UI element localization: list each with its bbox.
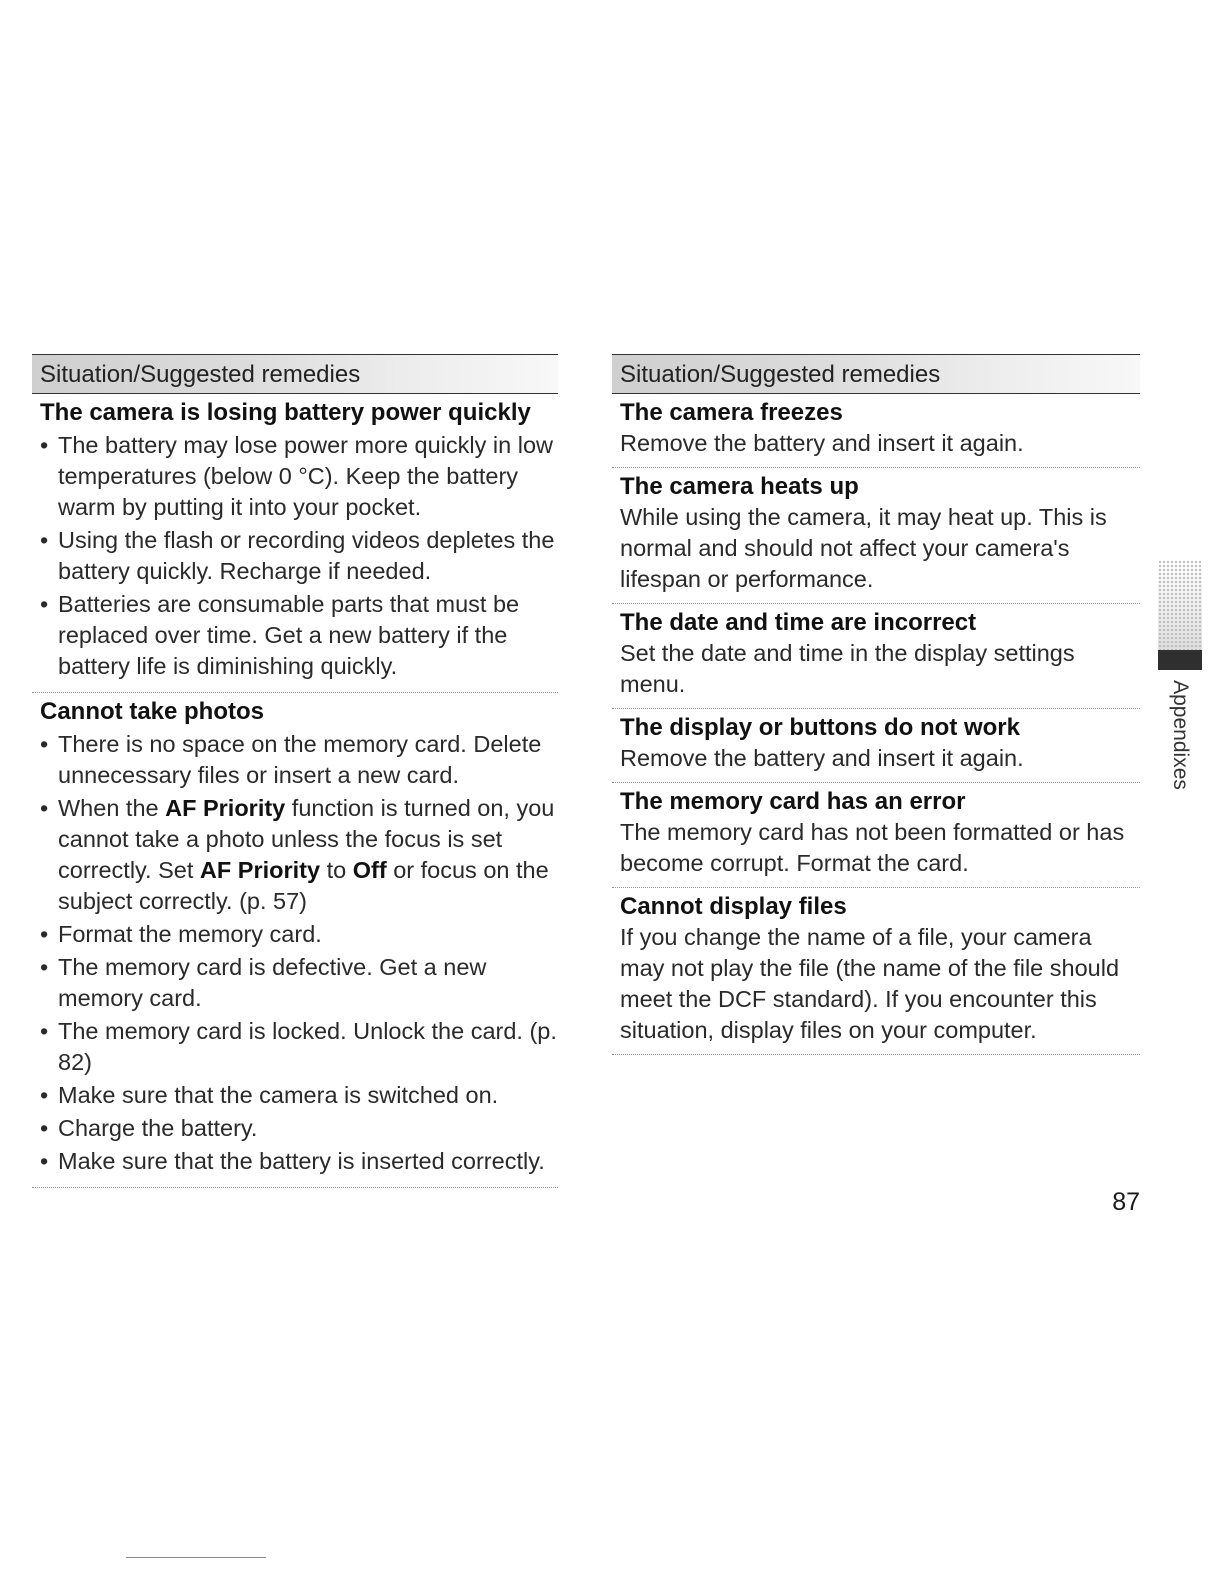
entry-text: While using the camera, it may heat up. This is normal and should not affect your camera's lifespan or performance. — [620, 504, 1107, 592]
list-item: • The memory card is locked. Unlock the card. (p. 82) — [40, 1018, 557, 1075]
list-item: • The battery may lose power more quickly in low temperatures (below 0 °C). Keep the battery warm by putting it into your pocket. — [40, 432, 554, 520]
entry-cannot-display-files — [612, 888, 1140, 1055]
entry-text: Remove the battery and insert it again. — [620, 430, 1024, 456]
list-item: • The memory card is defective. Get a new memory card. — [40, 954, 487, 1011]
entry-battery-power — [32, 394, 558, 693]
right-column — [612, 354, 1140, 1055]
list-item: • Charge the battery. — [40, 1115, 258, 1141]
entry-title: The memory card has an error — [620, 788, 966, 815]
entry-text: Remove the battery and insert it again. — [620, 745, 1024, 771]
table-header: Situation/Suggested remedies — [612, 354, 1140, 394]
page-number: 87 — [1112, 1188, 1140, 1216]
entry-title: Cannot take photos — [40, 698, 265, 725]
list-item: • Make sure that the battery is inserted correctly. — [40, 1148, 545, 1174]
entry-title: Cannot display files — [620, 893, 847, 920]
chapter-label-text: Appendixes — [1169, 680, 1192, 790]
chapter-tab-marker — [1158, 650, 1202, 670]
entry-title: The camera heats up — [620, 473, 859, 500]
list-item: • When the AF Priority function is turned on, you cannot take a photo unless the focus is set correctly. Set AF Priority to Off or focus on the subject correctly. (p. 57) — [40, 795, 555, 914]
entry-camera-freezes — [612, 394, 1140, 468]
entry-text: Set the date and time in the display settings menu. — [620, 640, 1075, 697]
list-item: • Make sure that the camera is switched on. — [40, 1082, 499, 1108]
bullet-list — [40, 729, 558, 1177]
list-item: • Format the memory card. — [40, 921, 322, 947]
entry-cannot-take-photos — [32, 693, 558, 1188]
entry-camera-heats-up — [612, 468, 1140, 604]
entry-text: If you change the name of a file, your camera may not play the file (the name of the file should meet the DCF standard). If you encounter this situation, display files on your computer. — [620, 924, 1120, 1043]
entry-display-buttons — [612, 709, 1140, 783]
bullet-list — [40, 430, 558, 682]
chapter-label — [1150, 680, 1210, 790]
list-item: • Using the flash or recording videos depletes the battery quickly. Recharge if needed. — [40, 527, 555, 584]
entry-date-time-incorrect — [612, 604, 1140, 709]
entry-text: The memory card has not been formatted or has become corrupt. Format the card. — [620, 819, 1125, 876]
entry-title: The date and time are incorrect — [620, 609, 977, 636]
footer-divider — [126, 1557, 266, 1558]
table-header: Situation/Suggested remedies — [32, 354, 558, 394]
list-item: • Batteries are consumable parts that must be replaced over time. Get a new battery if the battery life is diminishing quickly. — [40, 591, 520, 679]
left-column — [32, 354, 558, 1188]
list-item: • There is no space on the memory card. Delete unnecessary files or insert a new card. — [40, 731, 542, 788]
entry-title: The camera freezes — [620, 399, 843, 426]
entry-memory-card-error — [612, 783, 1140, 888]
entry-title: The display or buttons do not work — [620, 714, 1020, 741]
entry-title: The camera is losing battery power quickly — [40, 399, 531, 426]
